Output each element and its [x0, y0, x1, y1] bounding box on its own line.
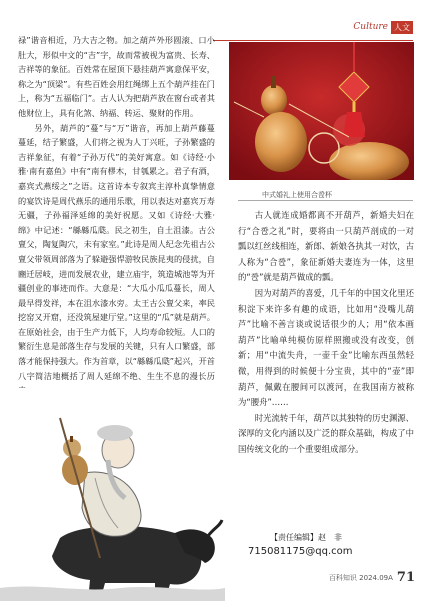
wedding-gourd-photo — [229, 42, 414, 180]
page-footer — [329, 570, 415, 585]
editor-email: 715081175@qq.com — [248, 546, 353, 557]
journal-issue: 百科知识 2024.09A — [328, 573, 393, 582]
left-paragraph-1: 禄”谐音相近，乃大吉之物。加之葫芦外形圆滚、口小肚大，形似中文的“吉”字，故而常被视为富贵、长寿、吉祥等的象征。百姓常在屋顶下悬挂葫芦寓意保平安，称之为“顶梁”。有些百姓会用红绳绑上五个葫芦挂在门上，称为“五福临门”。古人认为把葫芦放在窗台或者其他财位上，具有化煞、纳福、转运、聚财的作用。 — [18, 35, 215, 118]
responsible-editor: 【责任编辑】赵 非 — [270, 533, 342, 542]
right-paragraph-1: 古人就连成婚都离不开葫芦，新婚夫妇在行“合卺之礼”时，要将由一只葫芦剖成的一对瓢以红丝线相连，新郎、新娘各执其一对饮，古人称为“合卺”，象征新婚夫妻连为一体，这里的“卺”就是葫芦做成的瓢。 — [238, 210, 414, 283]
section-label-zh: 人文 — [391, 21, 413, 34]
header-rule — [213, 40, 413, 41]
right-column — [238, 208, 414, 458]
page-number: 71 — [396, 570, 415, 585]
photo-caption: 中式婚礼上使用合卺杯 — [262, 191, 332, 199]
sage-riding-ox-illustration — [0, 388, 225, 601]
gourd-photo-image — [229, 42, 414, 180]
section-label-en: Culture — [353, 22, 388, 32]
section-header — [353, 20, 413, 34]
left-paragraph-2: 另外，葫芦的“蔓”与“万”谐音，再加上葫芦藤蔓蔓延，结子繁盛，人们将之视为人丁兴旺，子孙繁盛的吉祥象征，有着“子孙万代”的美好寓意。如《诗经·小雅·南有嘉鱼》中有“南有樛木，甘瓠累之。君子有酒，嘉宾式燕绥之”之语。这首诗本专叙宾主淳朴真挚情意的宴饮诗是周代燕乐的通用乐歌，用以表达对嘉宾万寿无疆，子孙福泽延绵的美好祝愿。又如《诗经·大雅·绵》中记述：“緜緜瓜瓞。民之初生，自土沮漆。古公亶父，陶复陶穴，未有家室。”此诗是周人纪念先祖古公亶父带领周部落为了躲避强悍游牧民族昆夷的侵扰，自豳迁居岐，进而发展农业，建立庙宇，筑造城池等为开疆创业的事迹而作。大意是：“大瓜小瓜瓜蔓长，周人最早得发祥，本在沮水漆水旁。太王古公亶父来，率民挖窑又开窟，还没筑屋建厅堂。”这里的“瓜”就是葫芦。在原始社会，由于生产力低下，人均寿命较短。人口的繁衍生息是部落生存与发展的关键，只有人口繁盛，部落才能保持强大。作为首章，以“緜緜瓜瓞”起兴，开首八字简洁地概括了周人延绵不绝、生生不息的漫长历 — [18, 122, 215, 381]
left-column — [18, 33, 215, 398]
right-paragraph-3: 时光流转千年，葫芦以其独特的历史渊源、深厚的文化内涵以及广泛的群众基础，构成了中国传统文化的一个重要组成部分。 — [238, 412, 414, 454]
caption-rule — [238, 200, 413, 201]
right-paragraph-2: 因为对葫芦的喜爱，几千年的中国文化里还积淀下来许多有趣的成语，比如用“没嘴儿葫芦”比喻不善言谈或说话很少的人；用“依本画葫芦”比喻单纯模仿原样照搬或没有改变，创新；用“中流失舟，一壶千金”比喻东西虽然轻微，用得到的时候便十分宝贵，其中的“壶”即葫芦，佩戴在腰间可以渡河，在我国南方被称为“腰舟”…… — [238, 287, 414, 408]
